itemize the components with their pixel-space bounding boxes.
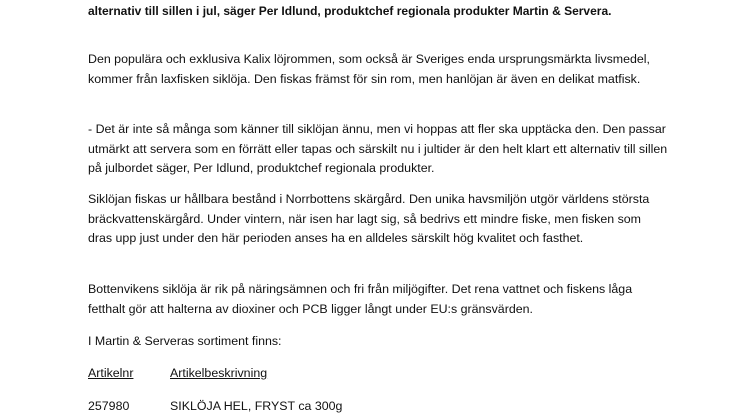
table-cell-description: SIKLÖJA HEL, FRYST ca 300g [170,399,343,413]
paragraph-nutrition: Bottenvikens siklöja är rik på näringsämnen och fri från miljögifter. Det rena vattnet och fiskens låga fetthalt gör att halterna av dioxiner och PCB ligger långt under EU:s gränsvärden. [88,282,633,316]
table-header-description: Artikelbeskrivning [170,366,268,380]
table-header-article-number: Artikelnr [88,366,134,380]
paragraph-intro: Den populära och exklusiva Kalix löjrommen, som också är Sveriges enda ursprungsmärkta livsmedel, kommer från laxfisken siklöja. Den fiskas främst för sin rom, men hanlöjan är även en delikat matfisk. [88,52,650,86]
table-cell-article-number: 257980 [88,399,130,413]
paragraph-assortment: I Martin & Serveras sortiment finns: [88,334,282,348]
paragraph-fishing: Siklöjan fiskas ur hållbara bestånd i Norrbottens skärgård. Den unika havsmiljön utgör världens största bräckvattenskärgård. Under vintern, när isen har lagt sig, så bedrivs ett mindre fiske, men fisken som dras upp just under den här perioden anses ha en alldeles särskilt hög kvalitet och fasthet. [88,192,650,246]
lead-paragraph-fragment: alternativ till sillen i jul, säger Per Idlund, produktchef regionala produkter Martin & Servera. [88,4,612,18]
paragraph-quote: - Det är inte så många som känner till siklöjan ännu, men vi hoppas att fler ska upptäcka den. Den passar utmärkt att servera som en förrätt eller tapas och särskilt nu i jultider är den helt klart ett alternativ till sillen på julbordet säger, Per Idlund, produktchef regionala produkter. [88,122,668,176]
